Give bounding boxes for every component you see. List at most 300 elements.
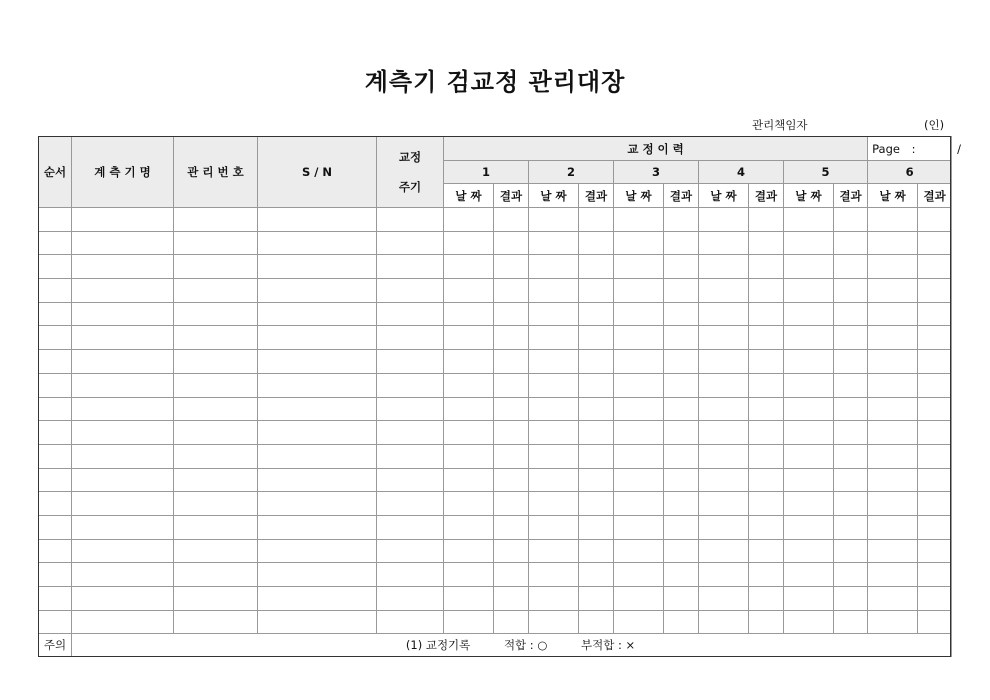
table-cell[interactable] xyxy=(784,255,834,279)
table-cell[interactable] xyxy=(614,231,664,255)
table-cell[interactable] xyxy=(614,397,664,421)
table-cell[interactable] xyxy=(258,397,377,421)
table-cell[interactable] xyxy=(918,326,952,350)
table-cell[interactable] xyxy=(72,373,174,397)
table-cell[interactable] xyxy=(494,515,529,539)
table-cell[interactable] xyxy=(868,350,918,374)
table-cell[interactable] xyxy=(39,587,72,611)
table-cell[interactable] xyxy=(258,421,377,445)
table-cell[interactable] xyxy=(377,539,444,563)
table-cell[interactable] xyxy=(699,515,749,539)
table-cell[interactable] xyxy=(834,563,868,587)
table-cell[interactable] xyxy=(784,231,834,255)
table-cell[interactable] xyxy=(494,444,529,468)
table-cell[interactable] xyxy=(868,397,918,421)
table-cell[interactable] xyxy=(868,255,918,279)
table-cell[interactable] xyxy=(174,539,258,563)
table-cell[interactable] xyxy=(749,208,784,232)
table-cell[interactable] xyxy=(614,468,664,492)
table-cell[interactable] xyxy=(174,302,258,326)
table-cell[interactable] xyxy=(39,302,72,326)
table-cell[interactable] xyxy=(444,231,494,255)
table-cell[interactable] xyxy=(614,208,664,232)
table-cell[interactable] xyxy=(258,444,377,468)
table-cell[interactable] xyxy=(39,515,72,539)
table-cell[interactable] xyxy=(614,255,664,279)
table-cell[interactable] xyxy=(749,279,784,303)
table-cell[interactable] xyxy=(494,397,529,421)
table-cell[interactable] xyxy=(174,397,258,421)
table-cell[interactable] xyxy=(579,302,614,326)
table-cell[interactable] xyxy=(529,515,579,539)
table-cell[interactable] xyxy=(258,587,377,611)
table-cell[interactable] xyxy=(529,326,579,350)
table-cell[interactable] xyxy=(749,255,784,279)
table-cell[interactable] xyxy=(579,468,614,492)
table-cell[interactable] xyxy=(699,468,749,492)
table-cell[interactable] xyxy=(258,231,377,255)
table-cell[interactable] xyxy=(579,587,614,611)
table-cell[interactable] xyxy=(784,326,834,350)
table-cell[interactable] xyxy=(174,610,258,634)
table-cell[interactable] xyxy=(784,610,834,634)
table-cell[interactable] xyxy=(494,587,529,611)
table-cell[interactable] xyxy=(614,515,664,539)
table-cell[interactable] xyxy=(72,302,174,326)
table-cell[interactable] xyxy=(664,231,699,255)
table-cell[interactable] xyxy=(664,421,699,445)
table-cell[interactable] xyxy=(377,492,444,516)
table-cell[interactable] xyxy=(918,492,952,516)
table-cell[interactable] xyxy=(749,539,784,563)
table-cell[interactable] xyxy=(174,231,258,255)
table-cell[interactable] xyxy=(529,610,579,634)
table-cell[interactable] xyxy=(377,208,444,232)
table-cell[interactable] xyxy=(579,279,614,303)
table-cell[interactable] xyxy=(868,610,918,634)
table-cell[interactable] xyxy=(579,492,614,516)
table-cell[interactable] xyxy=(918,255,952,279)
table-cell[interactable] xyxy=(444,515,494,539)
table-cell[interactable] xyxy=(579,350,614,374)
table-cell[interactable] xyxy=(494,208,529,232)
table-cell[interactable] xyxy=(749,350,784,374)
table-cell[interactable] xyxy=(174,421,258,445)
table-cell[interactable] xyxy=(494,421,529,445)
table-cell[interactable] xyxy=(529,255,579,279)
table-cell[interactable] xyxy=(444,397,494,421)
table-cell[interactable] xyxy=(377,515,444,539)
table-cell[interactable] xyxy=(444,255,494,279)
table-cell[interactable] xyxy=(579,563,614,587)
table-cell[interactable] xyxy=(529,397,579,421)
table-cell[interactable] xyxy=(377,302,444,326)
table-cell[interactable] xyxy=(72,468,174,492)
table-cell[interactable] xyxy=(579,515,614,539)
table-cell[interactable] xyxy=(699,492,749,516)
table-cell[interactable] xyxy=(174,468,258,492)
table-cell[interactable] xyxy=(664,515,699,539)
table-cell[interactable] xyxy=(614,539,664,563)
table-cell[interactable] xyxy=(377,563,444,587)
table-cell[interactable] xyxy=(784,397,834,421)
table-cell[interactable] xyxy=(834,539,868,563)
table-cell[interactable] xyxy=(868,373,918,397)
table-cell[interactable] xyxy=(529,421,579,445)
table-cell[interactable] xyxy=(918,350,952,374)
table-cell[interactable] xyxy=(444,587,494,611)
table-cell[interactable] xyxy=(918,397,952,421)
table-cell[interactable] xyxy=(784,373,834,397)
table-cell[interactable] xyxy=(258,208,377,232)
table-cell[interactable] xyxy=(784,515,834,539)
table-cell[interactable] xyxy=(494,539,529,563)
table-cell[interactable] xyxy=(494,468,529,492)
table-cell[interactable] xyxy=(614,373,664,397)
table-cell[interactable] xyxy=(377,444,444,468)
table-cell[interactable] xyxy=(39,350,72,374)
table-cell[interactable] xyxy=(258,468,377,492)
table-cell[interactable] xyxy=(868,515,918,539)
table-cell[interactable] xyxy=(749,373,784,397)
table-cell[interactable] xyxy=(174,326,258,350)
table-cell[interactable] xyxy=(614,610,664,634)
table-cell[interactable] xyxy=(664,255,699,279)
table-cell[interactable] xyxy=(699,610,749,634)
table-cell[interactable] xyxy=(749,421,784,445)
table-cell[interactable] xyxy=(664,468,699,492)
table-cell[interactable] xyxy=(834,350,868,374)
table-cell[interactable] xyxy=(664,610,699,634)
table-cell[interactable] xyxy=(72,539,174,563)
table-cell[interactable] xyxy=(664,373,699,397)
table-cell[interactable] xyxy=(494,350,529,374)
table-cell[interactable] xyxy=(664,539,699,563)
table-cell[interactable] xyxy=(699,279,749,303)
table-cell[interactable] xyxy=(39,563,72,587)
table-cell[interactable] xyxy=(664,302,699,326)
table-cell[interactable] xyxy=(174,444,258,468)
table-cell[interactable] xyxy=(72,492,174,516)
table-cell[interactable] xyxy=(614,492,664,516)
table-cell[interactable] xyxy=(868,302,918,326)
table-cell[interactable] xyxy=(529,208,579,232)
table-cell[interactable] xyxy=(868,421,918,445)
table-cell[interactable] xyxy=(868,468,918,492)
table-cell[interactable] xyxy=(834,444,868,468)
table-cell[interactable] xyxy=(258,492,377,516)
table-cell[interactable] xyxy=(664,350,699,374)
table-cell[interactable] xyxy=(664,587,699,611)
table-cell[interactable] xyxy=(699,208,749,232)
table-cell[interactable] xyxy=(784,421,834,445)
table-cell[interactable] xyxy=(174,515,258,539)
table-cell[interactable] xyxy=(258,302,377,326)
table-cell[interactable] xyxy=(579,539,614,563)
table-cell[interactable] xyxy=(494,373,529,397)
table-cell[interactable] xyxy=(699,563,749,587)
table-cell[interactable] xyxy=(749,610,784,634)
table-cell[interactable] xyxy=(529,279,579,303)
table-cell[interactable] xyxy=(39,468,72,492)
table-cell[interactable] xyxy=(918,231,952,255)
table-cell[interactable] xyxy=(39,255,72,279)
table-cell[interactable] xyxy=(868,326,918,350)
table-cell[interactable] xyxy=(258,279,377,303)
table-cell[interactable] xyxy=(258,326,377,350)
table-cell[interactable] xyxy=(784,587,834,611)
table-cell[interactable] xyxy=(444,444,494,468)
table-cell[interactable] xyxy=(529,468,579,492)
table-cell[interactable] xyxy=(258,255,377,279)
table-cell[interactable] xyxy=(834,326,868,350)
table-cell[interactable] xyxy=(377,610,444,634)
table-cell[interactable] xyxy=(494,302,529,326)
table-cell[interactable] xyxy=(749,587,784,611)
table-cell[interactable] xyxy=(377,350,444,374)
table-cell[interactable] xyxy=(377,279,444,303)
table-cell[interactable] xyxy=(918,421,952,445)
table-cell[interactable] xyxy=(174,208,258,232)
table-cell[interactable] xyxy=(699,231,749,255)
table-cell[interactable] xyxy=(749,492,784,516)
table-cell[interactable] xyxy=(494,231,529,255)
table-cell[interactable] xyxy=(529,231,579,255)
table-cell[interactable] xyxy=(918,468,952,492)
table-cell[interactable] xyxy=(39,373,72,397)
table-cell[interactable] xyxy=(494,279,529,303)
table-cell[interactable] xyxy=(664,397,699,421)
table-cell[interactable] xyxy=(529,492,579,516)
table-cell[interactable] xyxy=(784,279,834,303)
table-cell[interactable] xyxy=(784,208,834,232)
table-cell[interactable] xyxy=(749,231,784,255)
table-cell[interactable] xyxy=(39,279,72,303)
table-cell[interactable] xyxy=(834,468,868,492)
table-cell[interactable] xyxy=(918,279,952,303)
table-cell[interactable] xyxy=(444,350,494,374)
table-cell[interactable] xyxy=(614,444,664,468)
table-cell[interactable] xyxy=(258,610,377,634)
table-cell[interactable] xyxy=(918,610,952,634)
table-cell[interactable] xyxy=(39,492,72,516)
table-cell[interactable] xyxy=(174,492,258,516)
table-cell[interactable] xyxy=(529,350,579,374)
table-cell[interactable] xyxy=(72,350,174,374)
table-cell[interactable] xyxy=(868,587,918,611)
table-cell[interactable] xyxy=(72,208,174,232)
table-cell[interactable] xyxy=(868,279,918,303)
table-cell[interactable] xyxy=(614,421,664,445)
table-cell[interactable] xyxy=(174,373,258,397)
table-cell[interactable] xyxy=(444,563,494,587)
table-cell[interactable] xyxy=(749,444,784,468)
table-cell[interactable] xyxy=(494,492,529,516)
table-cell[interactable] xyxy=(444,302,494,326)
table-cell[interactable] xyxy=(72,397,174,421)
table-cell[interactable] xyxy=(699,539,749,563)
table-cell[interactable] xyxy=(494,563,529,587)
table-cell[interactable] xyxy=(579,231,614,255)
table-cell[interactable] xyxy=(868,231,918,255)
table-cell[interactable] xyxy=(918,302,952,326)
table-cell[interactable] xyxy=(699,587,749,611)
table-cell[interactable] xyxy=(39,539,72,563)
table-cell[interactable] xyxy=(784,563,834,587)
table-cell[interactable] xyxy=(72,444,174,468)
table-cell[interactable] xyxy=(918,373,952,397)
table-cell[interactable] xyxy=(174,350,258,374)
table-cell[interactable] xyxy=(918,208,952,232)
table-cell[interactable] xyxy=(664,208,699,232)
table-cell[interactable] xyxy=(72,563,174,587)
table-cell[interactable] xyxy=(258,515,377,539)
table-cell[interactable] xyxy=(918,515,952,539)
table-cell[interactable] xyxy=(749,468,784,492)
table-cell[interactable] xyxy=(72,421,174,445)
table-cell[interactable] xyxy=(72,515,174,539)
table-cell[interactable] xyxy=(444,539,494,563)
table-cell[interactable] xyxy=(749,397,784,421)
table-cell[interactable] xyxy=(834,515,868,539)
table-cell[interactable] xyxy=(258,539,377,563)
table-cell[interactable] xyxy=(174,563,258,587)
table-cell[interactable] xyxy=(579,208,614,232)
table-cell[interactable] xyxy=(868,444,918,468)
table-cell[interactable] xyxy=(868,208,918,232)
table-cell[interactable] xyxy=(749,302,784,326)
table-cell[interactable] xyxy=(834,492,868,516)
table-cell[interactable] xyxy=(834,208,868,232)
table-cell[interactable] xyxy=(579,397,614,421)
table-cell[interactable] xyxy=(444,468,494,492)
table-cell[interactable] xyxy=(834,421,868,445)
table-cell[interactable] xyxy=(918,539,952,563)
table-cell[interactable] xyxy=(72,231,174,255)
table-cell[interactable] xyxy=(377,326,444,350)
table-cell[interactable] xyxy=(664,563,699,587)
table-cell[interactable] xyxy=(377,468,444,492)
table-cell[interactable] xyxy=(834,279,868,303)
table-cell[interactable] xyxy=(39,231,72,255)
table-cell[interactable] xyxy=(72,610,174,634)
table-cell[interactable] xyxy=(494,255,529,279)
table-cell[interactable] xyxy=(529,539,579,563)
table-cell[interactable] xyxy=(834,302,868,326)
table-cell[interactable] xyxy=(579,373,614,397)
table-cell[interactable] xyxy=(784,444,834,468)
table-cell[interactable] xyxy=(579,444,614,468)
table-cell[interactable] xyxy=(72,587,174,611)
table-cell[interactable] xyxy=(258,563,377,587)
table-cell[interactable] xyxy=(664,279,699,303)
table-cell[interactable] xyxy=(529,563,579,587)
table-cell[interactable] xyxy=(699,302,749,326)
table-cell[interactable] xyxy=(664,492,699,516)
table-cell[interactable] xyxy=(174,587,258,611)
table-cell[interactable] xyxy=(579,610,614,634)
table-cell[interactable] xyxy=(699,397,749,421)
table-cell[interactable] xyxy=(699,421,749,445)
table-cell[interactable] xyxy=(39,421,72,445)
table-cell[interactable] xyxy=(868,492,918,516)
table-cell[interactable] xyxy=(579,326,614,350)
table-cell[interactable] xyxy=(784,492,834,516)
table-cell[interactable] xyxy=(444,279,494,303)
table-cell[interactable] xyxy=(377,397,444,421)
table-cell[interactable] xyxy=(529,302,579,326)
table-cell[interactable] xyxy=(377,255,444,279)
table-cell[interactable] xyxy=(699,350,749,374)
table-cell[interactable] xyxy=(834,255,868,279)
table-cell[interactable] xyxy=(377,373,444,397)
table-cell[interactable] xyxy=(258,350,377,374)
table-cell[interactable] xyxy=(444,492,494,516)
table-cell[interactable] xyxy=(834,397,868,421)
table-cell[interactable] xyxy=(377,231,444,255)
table-cell[interactable] xyxy=(918,563,952,587)
table-cell[interactable] xyxy=(39,326,72,350)
table-cell[interactable] xyxy=(699,255,749,279)
table-cell[interactable] xyxy=(699,326,749,350)
table-cell[interactable] xyxy=(529,587,579,611)
table-cell[interactable] xyxy=(614,350,664,374)
table-cell[interactable] xyxy=(614,587,664,611)
table-cell[interactable] xyxy=(614,563,664,587)
table-cell[interactable] xyxy=(72,326,174,350)
table-cell[interactable] xyxy=(529,444,579,468)
table-cell[interactable] xyxy=(784,539,834,563)
table-cell[interactable] xyxy=(784,302,834,326)
table-cell[interactable] xyxy=(614,279,664,303)
table-cell[interactable] xyxy=(174,279,258,303)
table-cell[interactable] xyxy=(72,279,174,303)
table-cell[interactable] xyxy=(749,326,784,350)
table-cell[interactable] xyxy=(258,373,377,397)
table-cell[interactable] xyxy=(444,208,494,232)
table-cell[interactable] xyxy=(834,610,868,634)
table-cell[interactable] xyxy=(784,468,834,492)
table-cell[interactable] xyxy=(39,397,72,421)
table-cell[interactable] xyxy=(918,444,952,468)
table-cell[interactable] xyxy=(494,610,529,634)
table-cell[interactable] xyxy=(868,563,918,587)
table-cell[interactable] xyxy=(39,610,72,634)
table-cell[interactable] xyxy=(579,255,614,279)
table-cell[interactable] xyxy=(749,515,784,539)
table-cell[interactable] xyxy=(918,587,952,611)
table-cell[interactable] xyxy=(39,208,72,232)
table-cell[interactable] xyxy=(664,444,699,468)
table-cell[interactable] xyxy=(444,326,494,350)
table-cell[interactable] xyxy=(784,350,834,374)
table-cell[interactable] xyxy=(868,539,918,563)
table-cell[interactable] xyxy=(174,255,258,279)
table-cell[interactable] xyxy=(444,421,494,445)
table-cell[interactable] xyxy=(749,563,784,587)
table-cell[interactable] xyxy=(444,610,494,634)
table-cell[interactable] xyxy=(529,373,579,397)
table-cell[interactable] xyxy=(494,326,529,350)
table-cell[interactable] xyxy=(39,444,72,468)
table-cell[interactable] xyxy=(664,326,699,350)
table-cell[interactable] xyxy=(614,326,664,350)
table-cell[interactable] xyxy=(834,373,868,397)
table-cell[interactable] xyxy=(834,231,868,255)
table-cell[interactable] xyxy=(699,373,749,397)
table-cell[interactable] xyxy=(699,444,749,468)
table-cell[interactable] xyxy=(377,421,444,445)
